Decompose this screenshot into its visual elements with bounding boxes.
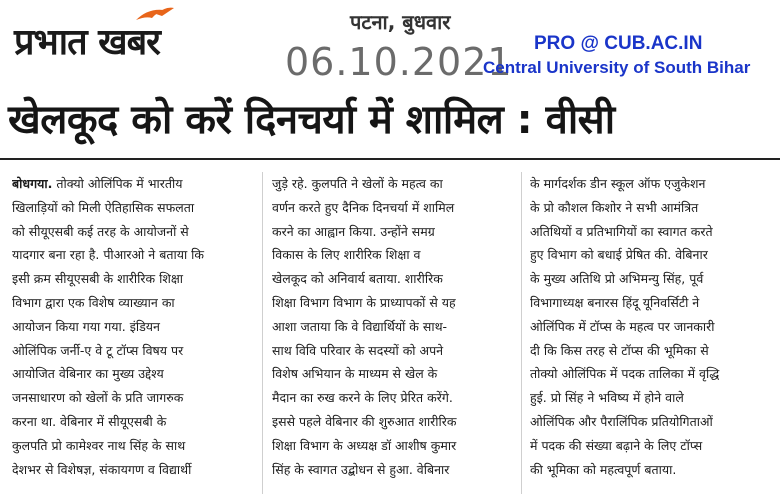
- column-line: शिक्षा विभाग विभाग के प्राध्यापकों से यह: [272, 294, 456, 310]
- column-line: के प्रो कौशल किशोर ने सभी आमंत्रित: [530, 199, 699, 215]
- column-line: बोधगया. तोक्यो ओलिंपिक में भारतीय: [12, 176, 183, 191]
- column-line: को सीयूएसबी कई तरह के आयोजनों से: [12, 223, 189, 239]
- column-line: ओलिंपिक और पैरालिंपिक प्रतियोगिताओं: [530, 413, 713, 429]
- column-line: ओलिंपिक में टॉप्स के महत्व पर जानकारी: [530, 318, 715, 334]
- column-line: आयोजित वेबिनार का मुख्य उद्देश्य: [12, 366, 164, 382]
- logo-text: प्रभात खबर: [14, 22, 160, 63]
- pro-email: PRO @ CUB.AC.IN: [534, 33, 703, 54]
- column-line: इसी क्रम सीयूएसबी के शारीरिक शिक्षा: [12, 271, 184, 287]
- column-line: अतिथियों व प्रतिभागियों का स्वागत करते: [530, 223, 713, 239]
- column-line: की भूमिका को महत्वपूर्ण बताया.: [530, 461, 677, 477]
- masthead: [0, 0, 780, 88]
- column-divider: [521, 172, 522, 494]
- column-line: के मार्गदर्शक डीन स्कूल ऑफ एजुकेशन: [530, 176, 706, 191]
- edition-line: पटना, बुधवार: [350, 10, 451, 34]
- column-line: सिंह के स्वागत उद्बोधन से हुआ. वेबिनार: [272, 461, 450, 477]
- publication-date: 06.10.2021: [285, 40, 513, 84]
- column-line: के मुख्य अतिथि प्रो अभिमन्यु सिंह, पूर्व: [530, 271, 704, 287]
- column-line: करना था. वेबिनार में सीयूएसबी के: [12, 413, 167, 429]
- headline-divider: [0, 158, 780, 160]
- newspaper-logo: [14, 10, 274, 70]
- column-line: वर्णन करते हुए दैनिक दिनचर्या में शामिल: [272, 199, 455, 215]
- dateline: बोधगया.: [12, 176, 53, 191]
- column-line: खेलकूद को अनिवार्य बताया. शारीरिक: [272, 271, 443, 287]
- column-line: तोक्यो ओलिंपिक में पदक तालिका में वृद्धि: [530, 366, 720, 382]
- article-column-1: [12, 172, 258, 481]
- column-line: शिक्षा विभाग के अध्यक्ष डॉ आशीष कुमार: [272, 437, 457, 453]
- column-line: हुई. प्रो सिंह ने भविष्य में होने वाले: [530, 390, 684, 406]
- article-column-3: [530, 172, 776, 481]
- column-line: आयोजन किया गया गया. इंडियन: [12, 318, 160, 334]
- column-divider: [262, 172, 263, 494]
- column-line: विभाग द्वारा एक विशेष व्याख्यान का: [12, 294, 175, 310]
- column-line: जुड़े रहे. कुलपति ने खेलों के महत्व का: [272, 176, 443, 191]
- column-line: आशा जताया कि वे विद्यार्थियों के साथ-: [272, 318, 448, 334]
- article-headline: खेलकूद को करें दिनचर्या में शामिल : वीसी: [8, 97, 615, 143]
- column-line: में पदक की संख्या बढ़ाने के लिए टॉप्स: [530, 437, 703, 453]
- column-line: करने का आह्वान किया. उन्होंने समग्र: [272, 223, 435, 239]
- column-line: विकास के लिए शारीरिक शिक्षा व: [272, 247, 421, 263]
- column-line: हुए विभाग को बधाई प्रेषित की. वेबिनार: [530, 247, 708, 263]
- column-line: देशभर से विशेषज्ञ, संकायगण व विद्यार्थी: [12, 461, 192, 477]
- column-line: ओलिंपिक जर्नी-ए वे टू टॉप्स विषय पर: [12, 342, 184, 358]
- column-line: इससे पहले वेबिनार की शुरुआत शारीरिक: [272, 413, 457, 429]
- column-line: मैदान का रुख करने के लिए प्रेरित करेंगे.: [272, 390, 453, 406]
- column-line: विशेष अभियान के माध्यम से खेल के: [272, 366, 438, 382]
- column-line: कुलपति प्रो कामेश्वर नाथ सिंह के साथ: [12, 437, 186, 453]
- column-line: यादगार बना रहा है. पीआरओ ने बताया कि: [12, 247, 205, 263]
- article-column-2: [272, 172, 518, 481]
- column-line: साथ विवि परिवार के सदस्यों को अपने: [272, 342, 444, 358]
- column-line: विभागाध्यक्ष बनारस हिंदू यूनिवर्सिटी ने: [530, 294, 700, 310]
- column-line: दी कि किस तरह से टॉप्स की भूमिका से: [530, 342, 709, 358]
- university-name: Central University of South Bihar: [483, 58, 751, 77]
- column-line: जनसाधारण को खेलों के प्रति जागरुक: [12, 390, 184, 406]
- column-line: खिलाड़ियों को मिली ऐतिहासिक सफलता: [12, 199, 195, 215]
